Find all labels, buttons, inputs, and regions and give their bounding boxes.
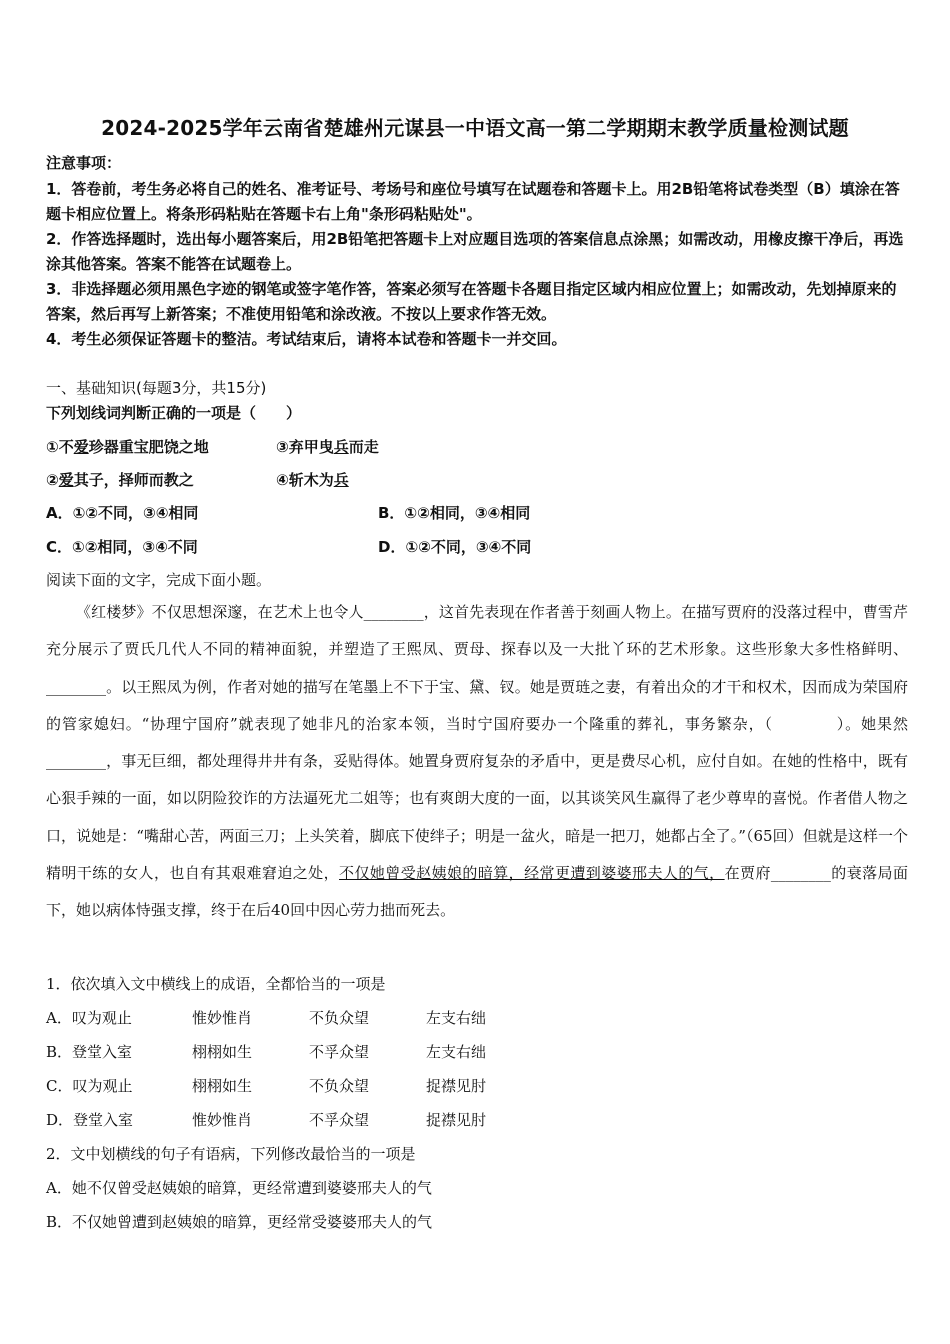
q1-stem: 1．依次填入文中横线上的成语，全都恰当的一项是 (46, 975, 386, 993)
section-heading: 一、基础知识(每题3分，共15分) (46, 379, 267, 397)
q2-option-b: B．不仅她曾遭到赵姨娘的暗算，更经常受婆婆邢夫人的气 (46, 1213, 433, 1231)
q1-option-d-4: 捉襟见肘 (426, 1111, 487, 1129)
q1-option-c: C．叹为观止 (46, 1077, 133, 1095)
q1-option-a-4: 左支右绌 (426, 1009, 487, 1027)
option-a: A．①②不同，③④相同 (46, 504, 199, 522)
q1-option-b-2: 栩栩如生 (192, 1043, 253, 1061)
option-c: C．①②相同，③④不同 (46, 538, 198, 556)
q1-option-a-3: 不负众望 (309, 1009, 370, 1027)
q1-option-b: B．登堂入室 (46, 1043, 133, 1061)
reading-passage (46, 594, 908, 930)
notice-item-1: 1．答卷前，考生务必将自己的姓名、准考证号、考场号和座位号填写在试题卷和答题卡上。用2B铅笔将试卷类型（B）填涂在答题卡相应位置上。将条形码粘贴在答题卡右上角"条形码粘贴处"。 (46, 180, 900, 223)
q1-option-d: D．登堂入室 (46, 1111, 134, 1129)
q2-stem: 2．文中划横线的句子有语病，下列修改最恰当的一项是 (46, 1145, 416, 1163)
option-d: D．①②不同，③④不同 (378, 538, 532, 556)
item-4: ④斩木为兵 (276, 471, 349, 489)
q1-option-c-3: 不负众望 (309, 1077, 370, 1095)
item-2: ②爱其子，择师而教之 (46, 471, 194, 489)
passage-underlined-sentence: 不仅她曾受赵姨娘的暗算，经常更遭到婆婆邢夫人的气， (339, 864, 725, 883)
passage-text-2: 在贾府________的衰落局面下，她以病体恃强支撑，终于在后40回中因心劳力拙而死去。 (46, 864, 908, 920)
q1-option-d-3: 不孚众望 (309, 1111, 370, 1129)
q1-option-a: A．叹为观止 (46, 1009, 132, 1027)
q1-option-b-4: 左支右绌 (426, 1043, 487, 1061)
q1-option-c-2: 栩栩如生 (192, 1077, 253, 1095)
notice-item-3: 3．非选择题必须用黑色字迹的钢笔或签字笔作答，答案必须写在答题卡各题目指定区域内相应位置上；如需改动，先划掉原来的答案，然后再写上新答案；不准使用铅笔和涂改液。不按以上要求作答无效。 (46, 280, 897, 323)
q2-option-a: A．她不仅曾受赵姨娘的暗算，更经常遭到婆婆邢夫人的气 (46, 1179, 432, 1197)
reading-intro: 阅读下面的文字，完成下面小题。 (46, 571, 272, 589)
page-title: 2024-2025学年云南省楚雄州元谋县一中语文高一第二学期期末教学质量检测试题 (101, 116, 849, 140)
q1-option-b-3: 不孚众望 (309, 1043, 370, 1061)
q1-option-d-2: 惟妙惟肖 (192, 1111, 253, 1129)
notice-heading: 注意事项： (46, 154, 122, 172)
q1-option-a-2: 惟妙惟肖 (192, 1009, 253, 1027)
item-3: ③弃甲曳兵而走 (276, 438, 379, 456)
notice-item-2: 2．作答选择题时，选出每小题答案后，用2B铅笔把答题卡上对应题目选项的答案信息点涂黑；如需改动，用橡皮擦干净后，再选涂其他答案。答案不能答在试题卷上。 (46, 230, 904, 273)
item-1: ①不爱珍器重宝肥饶之地 (46, 438, 209, 456)
option-b: B．①②相同，③④相同 (378, 504, 531, 522)
question-stem: 下列划线词判断正确的一项是（ ） (46, 404, 302, 422)
passage-text-1: 《红楼梦》不仅思想深邃，在艺术上也令人________，这首先表现在作者善于刻画人物上。在描写贾府的没落过程中，曹雪芹充分展示了贾氏几代人不同的精神面貌，并塑造了王熙凤、贾母、探春以及一大批丫环的艺术形象。这些形象大多性格鲜明、________。以王熙凤为例，作者对她的描写在笔墨上不下于宝、黛、钗。她是贾琏之妻，有着出众的才干和权术，因而成为荣国府的管家媳妇。“协理宁国府”就表现了她非凡的治家本领，当时宁国府要办一个隆重的葬礼，事务繁杂，（ ）。她果然________，事无巨细，都处理得井井有条，妥贴得体。她置身贾府复杂的矛盾中，更是费尽心机，应付自如。在她的性格中，既有心狠手辣的一面，如以阴险狡诈的方法逼死尤二姐等；也有爽朗大度的一面，以其谈笑风生赢得了老少尊卑的喜悦。作者借人物之口，说她是：“嘴甜心苦，两面三刀；上头笑着，脚底下使绊子；明是一盆火，暗是一把刀，她都占全了。”（65回）但就是这样一个精明干练的女人，也自有其艰难窘迫之处， (46, 603, 908, 883)
notice-item-4: 4．考生必须保证答题卡的整洁。考试结束后，请将本试卷和答题卡一并交回。 (46, 330, 567, 348)
q1-option-c-4: 捉襟见肘 (426, 1077, 487, 1095)
